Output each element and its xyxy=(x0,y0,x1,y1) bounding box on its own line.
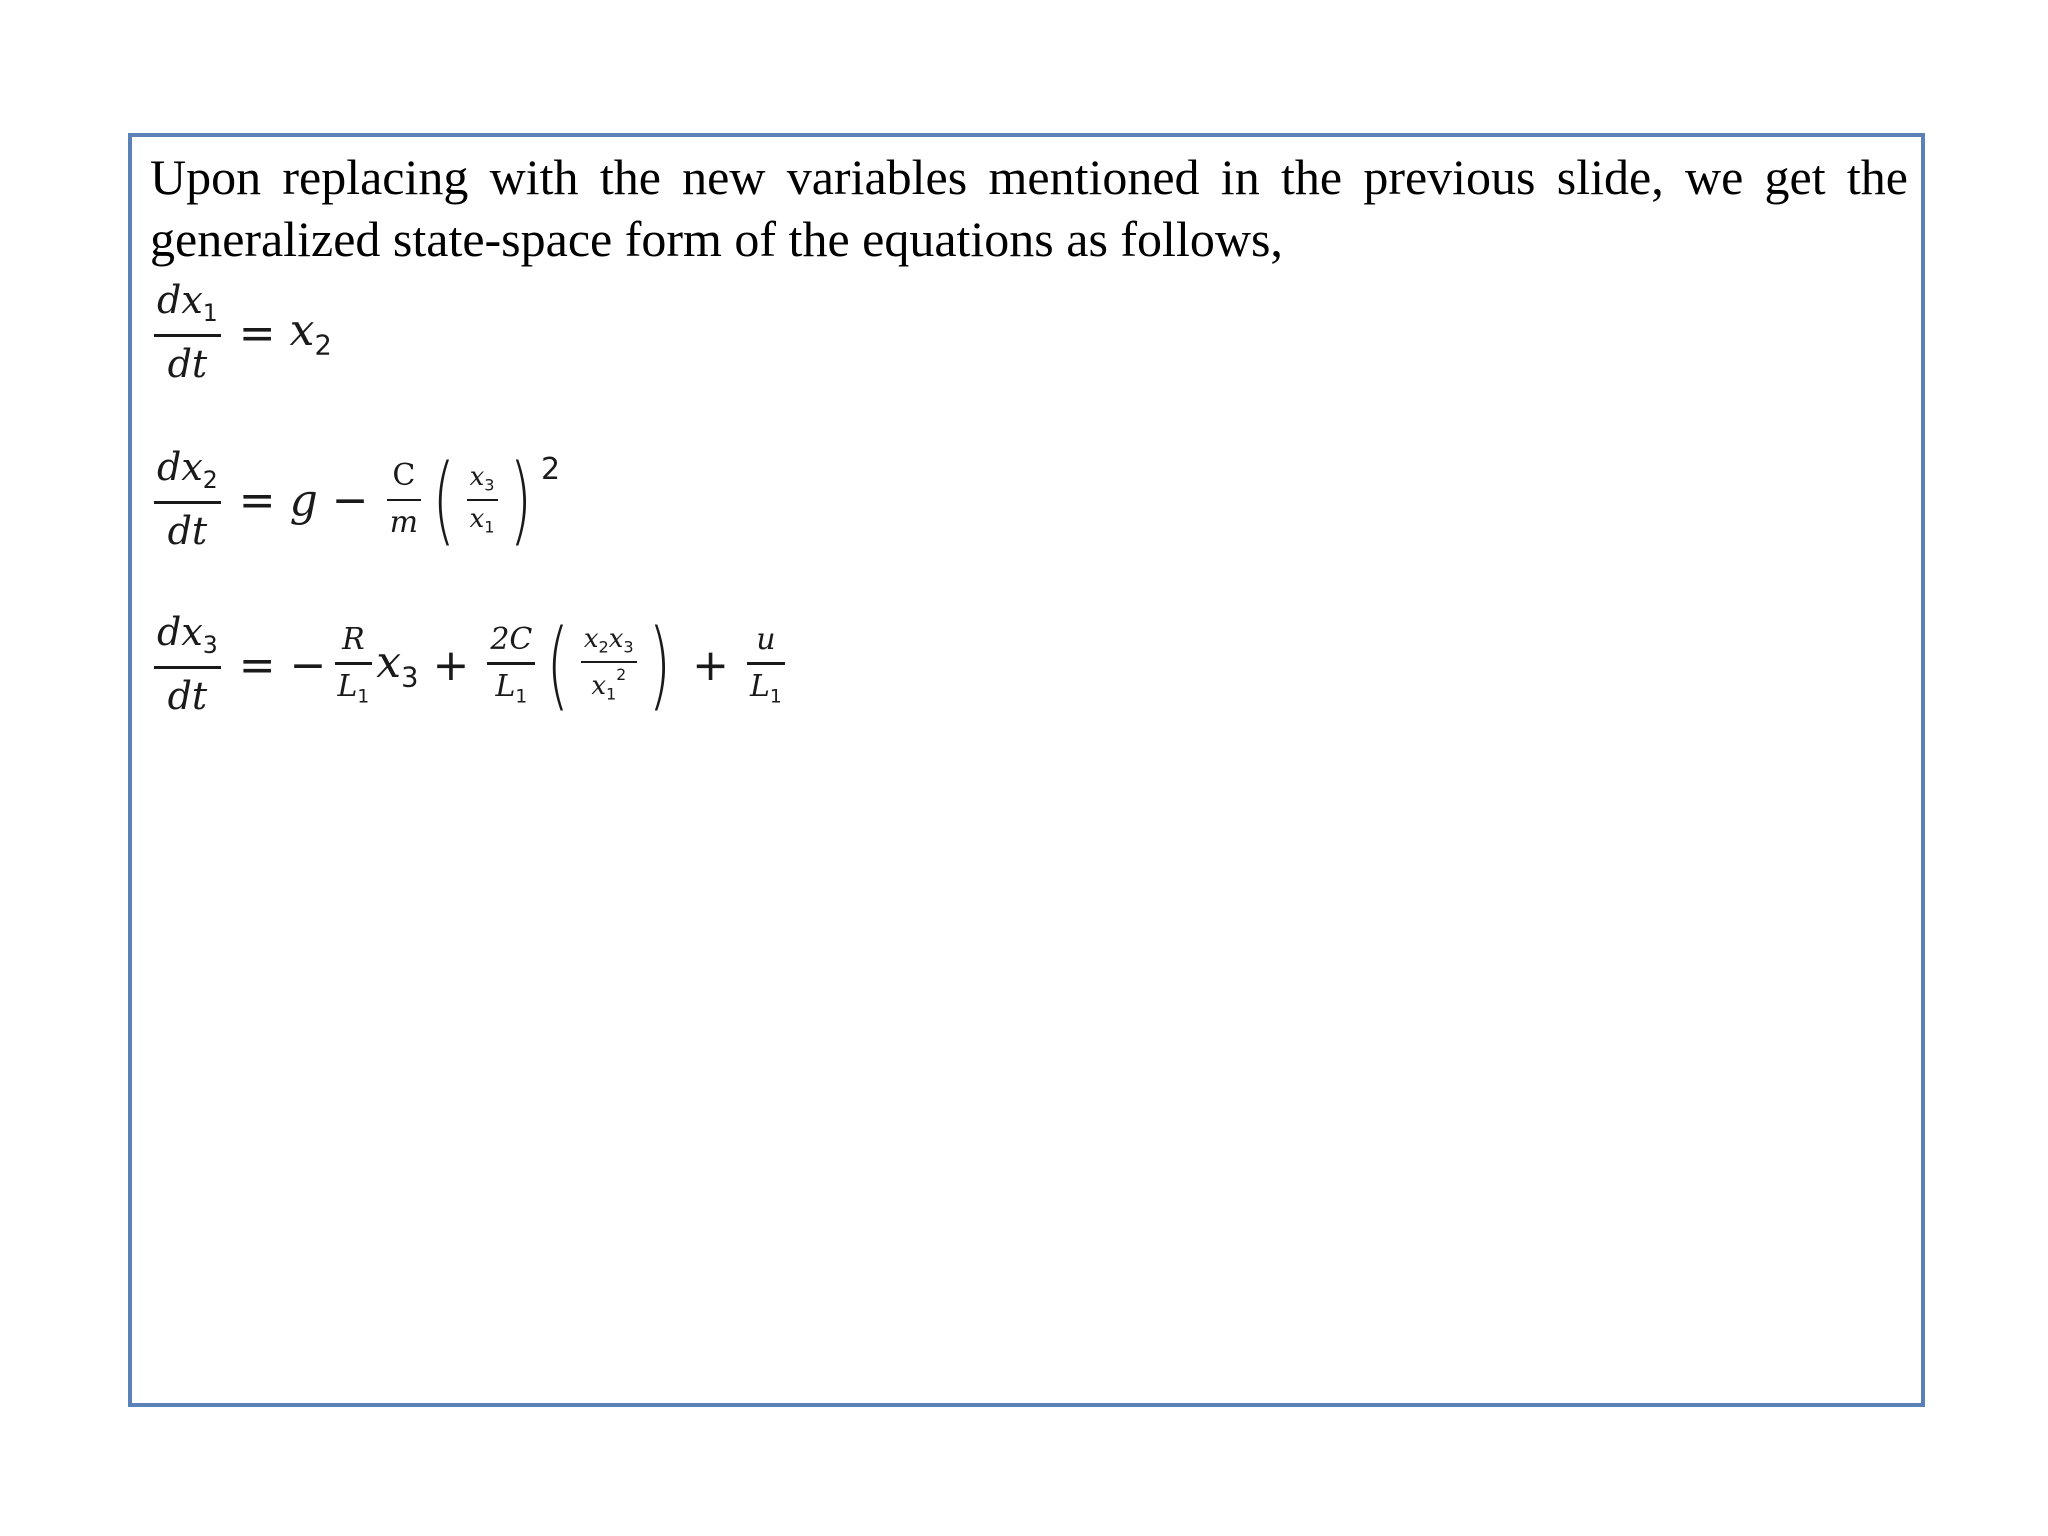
eq3-frac2-den-var: L xyxy=(495,668,516,704)
eq1-lhs-num-sub: 1 xyxy=(202,299,218,328)
eq3-term-var: x xyxy=(376,636,402,688)
eq2-paren-denominator xyxy=(467,505,498,537)
eq2-paren-numerator xyxy=(467,463,498,495)
eq1-lhs-numerator xyxy=(154,279,221,327)
eq3-paren-den-sup: 2 xyxy=(616,666,627,685)
eq3-plus-1: + xyxy=(432,639,470,691)
eq2-paren-den-var: x xyxy=(469,504,485,534)
eq3-frac1-bar xyxy=(335,662,373,665)
eq2-paren-fraction xyxy=(467,463,498,537)
eq1-lhs-denominator: dt xyxy=(167,341,208,386)
eq3-frac2 xyxy=(487,623,535,708)
eq2-paren-bar xyxy=(467,499,498,501)
eq1-lhs-fraction xyxy=(154,279,221,386)
eq1-rhs-sub: 2 xyxy=(314,330,332,362)
eq3-paren-group xyxy=(539,609,678,721)
eq3-plus-2: + xyxy=(692,639,729,691)
eq3-right-paren: ) xyxy=(648,609,671,721)
eq3-frac3-denominator xyxy=(747,670,785,708)
eq3-minus: − xyxy=(289,639,327,691)
eq3-frac1-numerator: R xyxy=(342,621,365,657)
eq3-frac2-bar xyxy=(487,662,535,665)
eq3-paren-den-sub: 1 xyxy=(606,685,617,705)
eq3-paren-bar xyxy=(581,661,637,663)
eq1-rhs xyxy=(290,305,332,362)
eq2-lhs-fraction xyxy=(154,446,221,553)
eq2-coef-bar xyxy=(387,499,421,502)
eq3-frac1 xyxy=(335,623,373,708)
eq3-frac1-denominator xyxy=(335,670,373,708)
eq3-paren-den-var: x xyxy=(591,671,606,702)
eq2-paren-group xyxy=(425,444,561,556)
eq2-lhs-numerator xyxy=(154,446,221,494)
eq2-minus: − xyxy=(331,474,369,526)
eq2-coef-denominator: m xyxy=(389,505,419,541)
eq3-frac3-den-var: L xyxy=(750,668,770,704)
eq2-coef-fraction xyxy=(387,459,421,541)
eq3-left-paren: ( xyxy=(546,609,570,721)
eq2-left-paren: ( xyxy=(432,444,456,556)
eq3-term-x3 xyxy=(376,637,418,694)
eq3-equals: = xyxy=(238,639,276,691)
eq3-lhs-num-sub: 3 xyxy=(202,631,218,660)
eq3-lhs-bar xyxy=(154,666,221,669)
eq3-frac3-den-sub: 1 xyxy=(769,686,782,708)
eq3-frac2-denominator xyxy=(492,670,530,708)
equation-1 xyxy=(150,278,332,388)
eq3-frac3-numerator: u xyxy=(756,621,776,657)
eq3-paren-num-b-sub: 3 xyxy=(623,637,634,657)
eq2-lhs-bar xyxy=(154,501,221,504)
eq3-frac1-den-sub: 1 xyxy=(357,686,370,708)
equation-2 xyxy=(150,440,560,560)
eq3-paren-num-a-sub: 2 xyxy=(598,637,609,657)
eq3-term-sub: 3 xyxy=(401,662,419,694)
eq3-paren-num-b-var: x xyxy=(608,624,624,655)
eq3-paren-denominator xyxy=(588,667,629,704)
eq3-frac3-bar xyxy=(747,662,785,665)
eq3-frac3 xyxy=(747,623,785,708)
eq1-rhs-var: x xyxy=(289,304,315,356)
eq2-right-paren: ) xyxy=(508,444,532,556)
eq2-lhs-denominator: dt xyxy=(167,508,208,553)
eq3-paren-numerator xyxy=(581,625,637,657)
eq2-lhs-num-text: dx xyxy=(157,445,203,490)
equation-3 xyxy=(150,605,789,725)
eq3-lhs-numerator xyxy=(154,611,221,659)
eq2-exponent: 2 xyxy=(540,452,561,487)
eq3-frac2-numerator: 2C xyxy=(490,621,533,657)
eq2-paren-num-sub: 3 xyxy=(484,475,495,495)
eq2-paren-den-sub: 1 xyxy=(484,517,495,537)
eq1-lhs-bar xyxy=(154,334,221,337)
eq2-g: g xyxy=(289,474,318,526)
eq3-paren-num-a-var: x xyxy=(583,624,599,655)
eq2-lhs-num-sub: 2 xyxy=(202,466,218,495)
intro-paragraph: Upon replacing with the new variables mentioned in the previous slide, we get the generalized state-space form of the equations as follows, xyxy=(150,149,1908,267)
eq3-lhs-denominator: dt xyxy=(167,673,208,718)
eq3-paren-fraction xyxy=(581,625,637,704)
eq1-equals: = xyxy=(238,307,276,359)
eq2-paren-num-var: x xyxy=(469,461,485,492)
content-box xyxy=(128,133,1925,1407)
eq2-equals: = xyxy=(238,474,276,526)
eq3-frac2-den-sub: 1 xyxy=(515,686,528,708)
eq1-lhs-num-text: dx xyxy=(157,278,203,323)
eq2-coef-numerator: C xyxy=(392,458,416,494)
eq3-frac1-den-var: L xyxy=(337,668,358,704)
eq3-lhs-num-text: dx xyxy=(157,610,203,655)
eq3-lhs-fraction xyxy=(154,611,221,718)
